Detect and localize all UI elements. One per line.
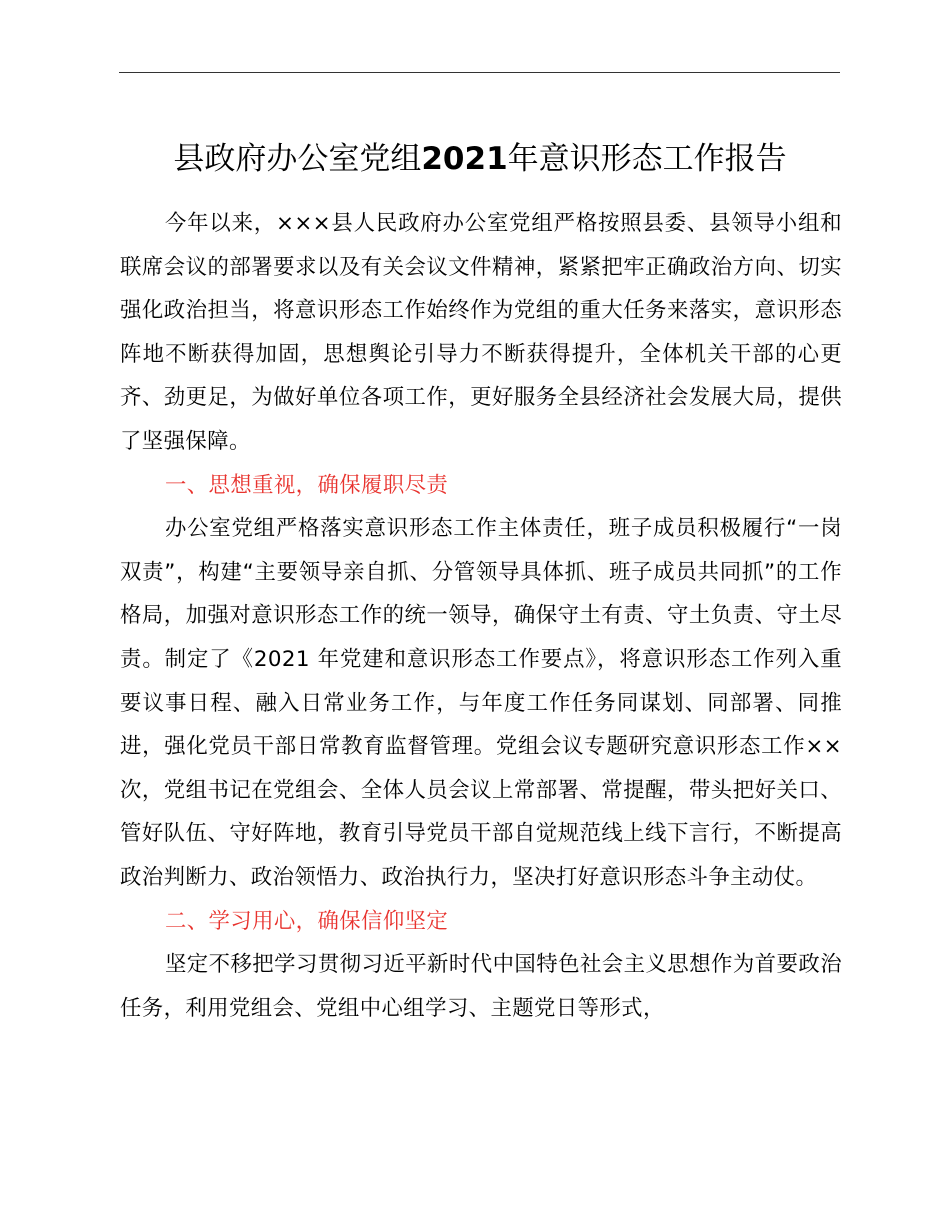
section-heading-1: 一、思想重视，确保履职尽责 — [164, 472, 449, 498]
title-suffix: 年意识形态工作报告 — [507, 141, 787, 177]
title-prefix: 县政府办公室党组 — [173, 141, 422, 177]
intro-paragraph: 今年以来，×××县人民政府办公室党组严格按照县委、县领导小组和联席会议的部署要求以及有关会议文件精神，紧紧把牢正确政治方向、切实强化政治担当，将意识形态工作始终作为党组的重大任务来落实，意识形态阵地不断获得加固，思想舆论引导力不断获得提升，全体机关干部的心更齐、劲更足，为做好单位各项工作，更好服务全县经济社会发展大局，提供了坚强保障。 — [120, 211, 842, 454]
section-1-paragraph: 办公室党组严格落实意识形态工作主体责任，班子成员积极履行“一岗双责”，构建“主要领导亲自抓、分管领导具体抓、班子成员共同抓”的工作格局，加强对意识形态工作的统一领导，确保守土有责、守土负责、守土尽责。制定了《2021 年党建和意识形态工作要点》，将意识形态工作列入重要议事日程、融入日常业务工作，与年度工作任务同谋划、同部署、同推进，强化党员干部日常教育监督管理。党组会议专题研究意识形态工作××次，党组书记在党组会、全体人员会议上常部署、常提醒，带头把好关口、管好队伍、守好阵地，教育引导党员干部自觉规范线上线下言行，不断提高政治判断力、政治领悟力、政治执行力，坚决打好意识形态斗争主动仗。 — [120, 516, 842, 890]
header-rule — [119, 72, 840, 73]
section-2-paragraph: 坚定不移把学习贯彻习近平新时代中国特色社会主义思想作为首要政治任务，利用党组会、党组中心组学习、主题党日等形式， — [120, 952, 842, 1021]
document-title — [110, 135, 850, 183]
title-year: 2021 — [421, 141, 508, 177]
section-heading-2: 二、学习用心，确保信仰坚定 — [164, 908, 449, 934]
document-body — [120, 202, 842, 1030]
